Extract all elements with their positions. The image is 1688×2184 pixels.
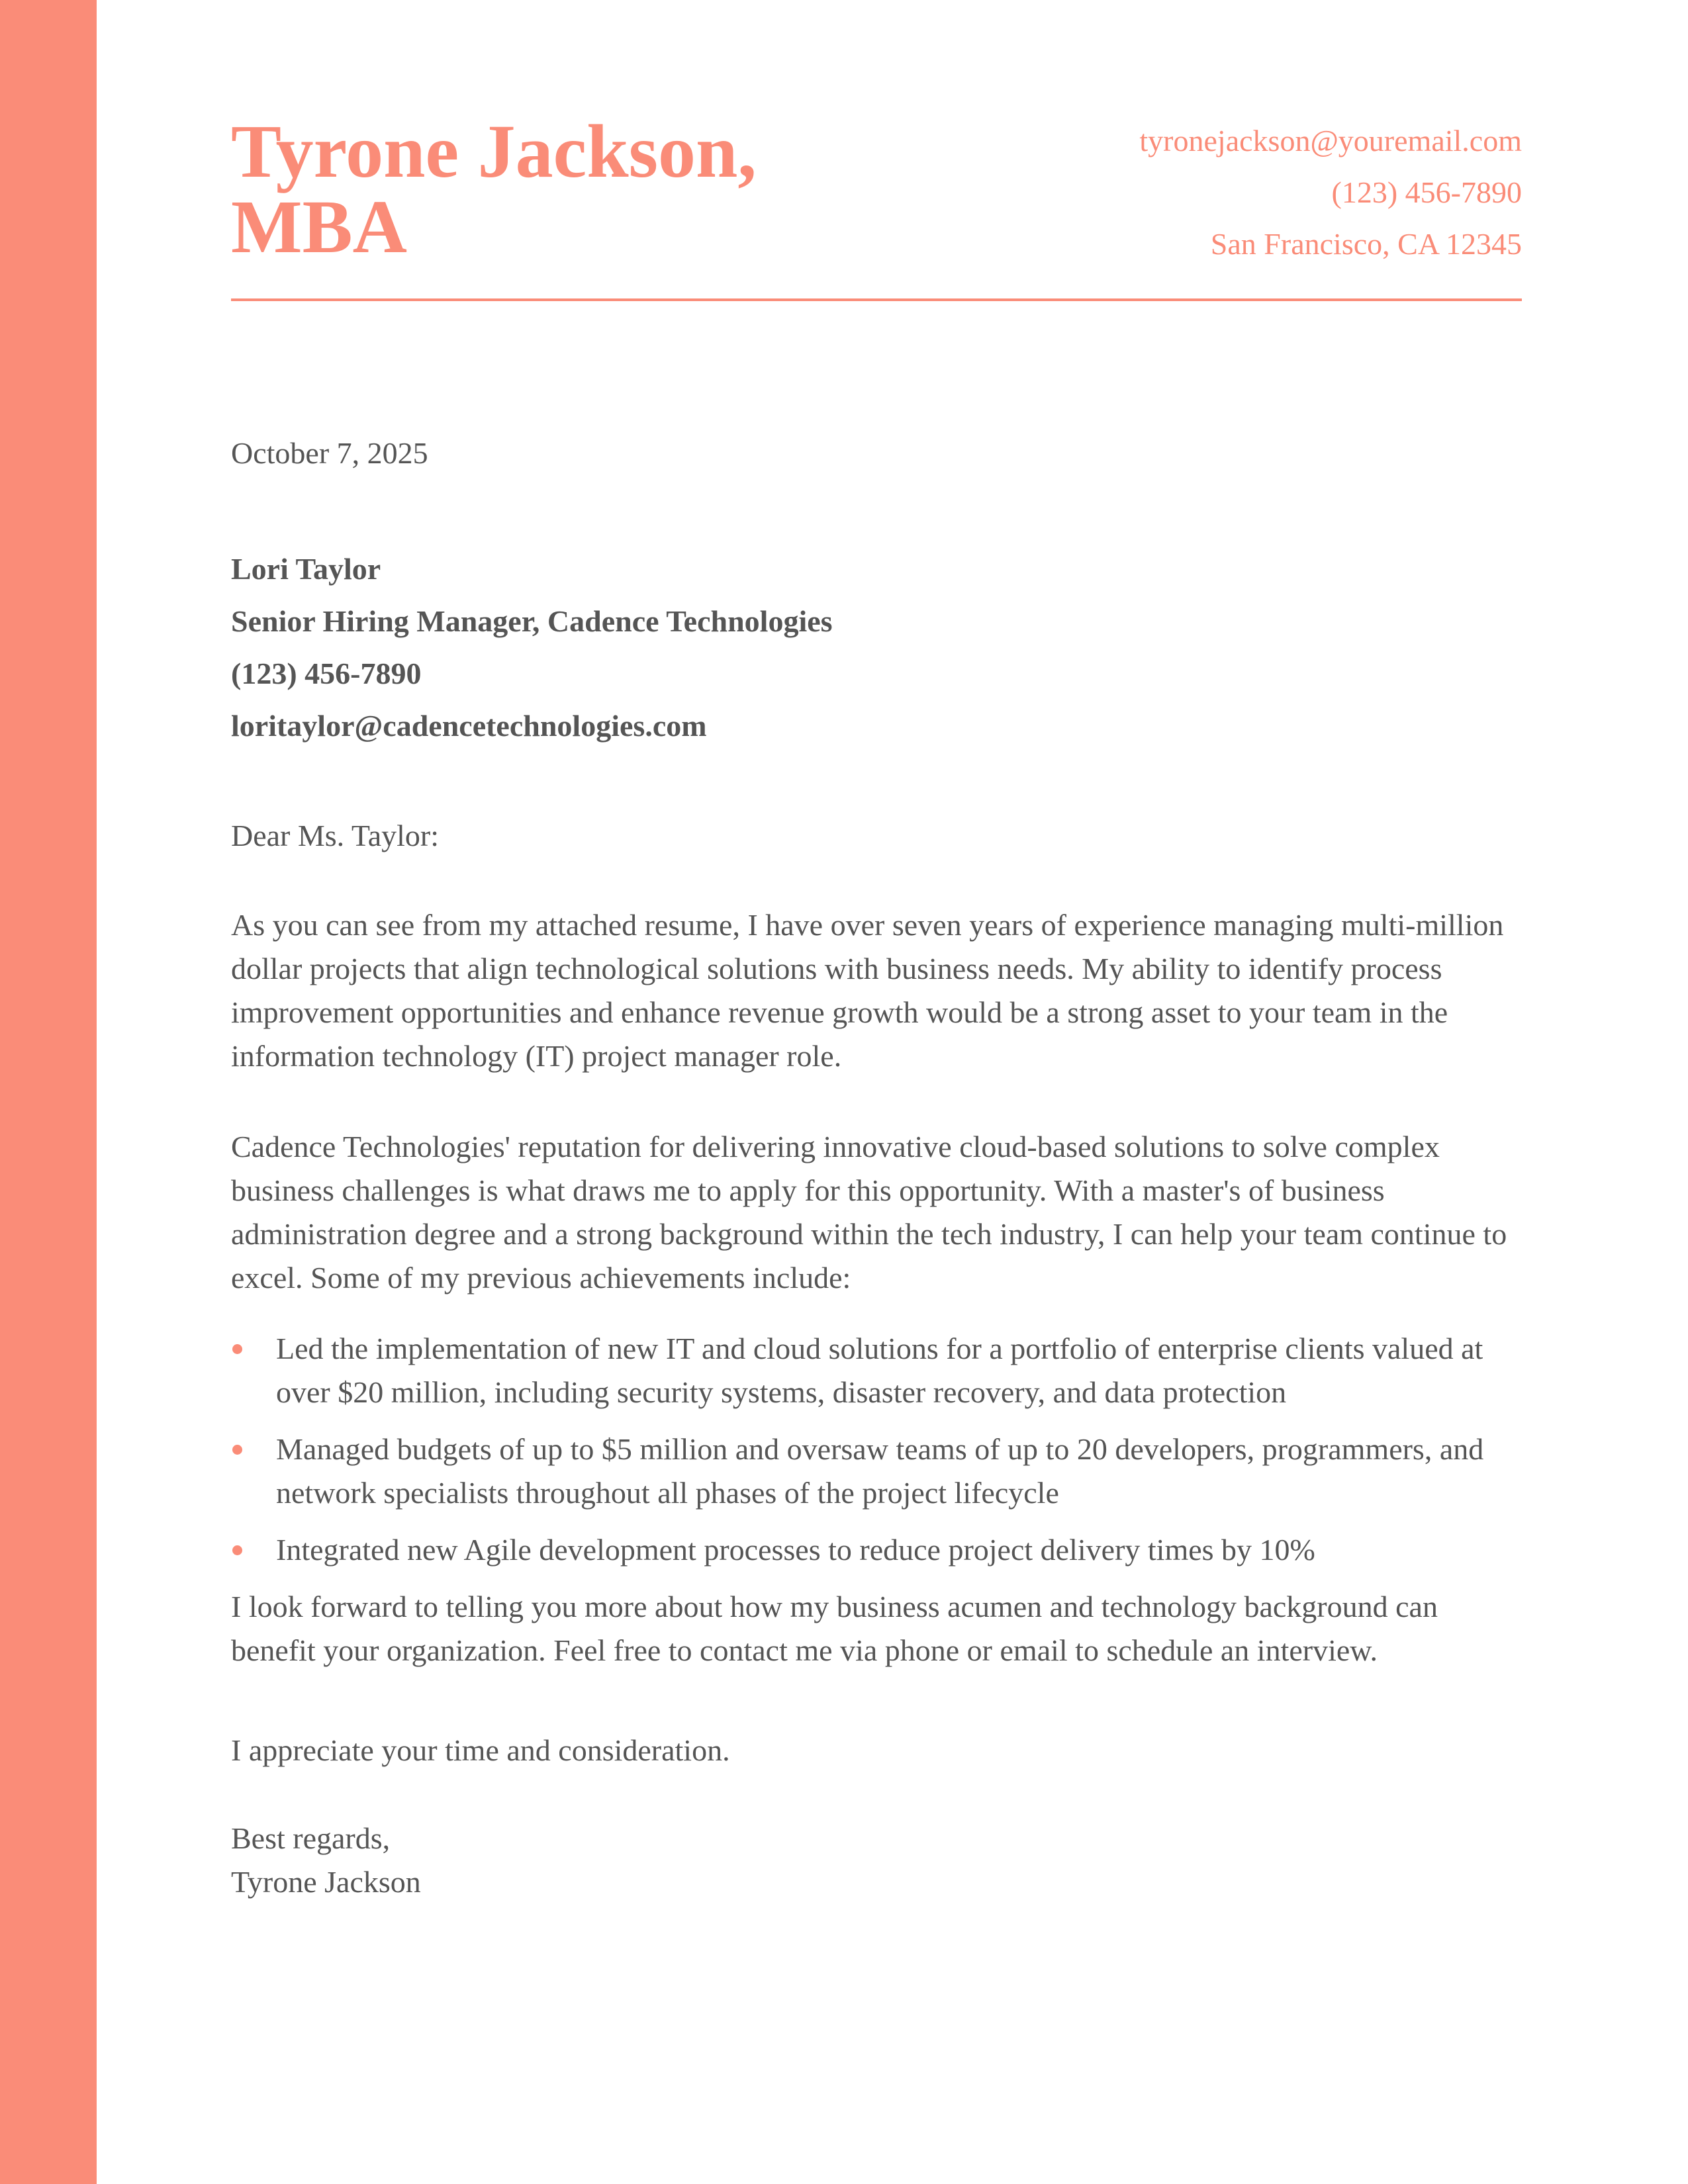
recipient-title: Senior Hiring Manager, Cadence Technologies (231, 604, 833, 638)
bullet-icon (232, 1545, 242, 1555)
accent-sidebar (0, 0, 97, 2184)
achievement-text: Managed budgets of up to $5 million and oversaw teams of up to 20 developers, programmers, and network specialists throughout all phases of the project lifecycle (276, 1432, 1484, 1510)
bullet-icon (232, 1445, 242, 1455)
applicant-name-line-1: Tyrone Jackson, (231, 109, 757, 193)
letter-date: October 7, 2025 (231, 436, 428, 470)
recipient-email: loritaylor@cadencetechnologies.com (231, 709, 707, 743)
recipient-block (231, 543, 1522, 752)
recipient-name: Lori Taylor (231, 552, 381, 586)
paragraph-intro: As you can see from my attached resume, I have over seven years of experience managing multi-million dollar projects that align technological solutions with business needs. My ability to identify process improvement opportunities and enhance revenue growth would be a strong asset to your team in the information technology (IT) project manager role. (231, 908, 1504, 1073)
recipient-phone: (123) 456-7890 (231, 657, 422, 690)
applicant-location: San Francisco, CA 12345 (1210, 227, 1522, 261)
applicant-name-line-2: MBA (231, 185, 407, 269)
header-divider (231, 298, 1522, 301)
paragraph-motivation: Cadence Technologies' reputation for delivering innovative cloud-based solutions to solve complex business challenges is what draws me to apply for this opportunity. With a master's of business administration degree and a strong background within the tech industry, I can help your team continue to excel. Some of my previous achievements include: (231, 1130, 1507, 1295)
achievement-item (231, 1528, 1522, 1572)
applicant-contact (1139, 115, 1522, 270)
bullet-icon (232, 1344, 242, 1354)
applicant-email: tyronejackson@youremail.com (1139, 124, 1522, 158)
achievement-text: Led the implementation of new IT and cloud solutions for a portfolio of enterprise clients valued at over $20 million, including security systems, disaster recovery, and data protection (276, 1332, 1483, 1409)
achievement-item (231, 1327, 1522, 1414)
closing-phrase: Best regards, (231, 1821, 391, 1855)
salutation: Dear Ms. Taylor: (231, 819, 440, 852)
achievements-list (231, 1327, 1522, 1585)
achievement-text: Integrated new Agile development processes to reduce project delivery times by 10% (276, 1533, 1315, 1567)
applicant-phone: (123) 456-7890 (1331, 175, 1522, 209)
paragraph-followup: I look forward to telling you more about how my business acumen and technology background can benefit your organization. Feel free to contact me via phone or email to schedule an interview. (231, 1590, 1438, 1667)
paragraph-thanks: I appreciate your time and consideration. (231, 1733, 730, 1767)
closing-block (231, 1817, 1522, 1904)
letter-header (231, 106, 1522, 304)
signature-name: Tyrone Jackson (231, 1865, 421, 1899)
applicant-name (231, 109, 757, 269)
achievement-item (231, 1428, 1522, 1515)
